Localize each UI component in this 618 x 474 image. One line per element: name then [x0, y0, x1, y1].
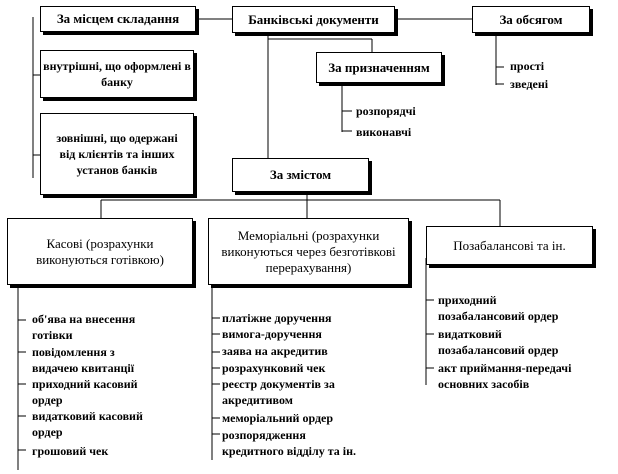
- external-label: зовнішні, що одержані від клієнтів та інших установ банків: [56, 131, 178, 177]
- purpose-item: виконавчі: [356, 125, 412, 139]
- memorial-item: реєстр документів за акредитивом: [222, 377, 335, 407]
- memorial-item: розпорядження кредитного відділу та ін.: [222, 428, 357, 458]
- bank-docs-label: Банківські документи: [248, 11, 379, 27]
- memorial-item: заява на акредитив: [222, 344, 328, 358]
- memorial-label: Меморіальні (розрахунки виконуються через безготівкові перерахування): [221, 227, 396, 275]
- cash-item: повідомлення з видачею квитанції: [32, 345, 135, 375]
- memorial-box: [208, 218, 409, 285]
- cash-box: [7, 218, 193, 285]
- volume-label: За обсягом: [499, 11, 563, 27]
- content-box: [232, 158, 369, 192]
- volume-item: прості: [510, 59, 545, 73]
- memorial-item: вимога-доручення: [222, 327, 322, 341]
- cash-item: приходний касовий ордер: [32, 377, 138, 407]
- external-box: [40, 113, 194, 195]
- cash-item: грошовий чек: [32, 444, 109, 458]
- memorial-item: розрахунковий чек: [222, 361, 326, 375]
- content-label: За змістом: [269, 167, 332, 182]
- volume-box: [472, 6, 590, 33]
- cash-item: об'ява на внесення готівки: [32, 312, 136, 342]
- internal-box: [40, 50, 194, 98]
- purpose-item: розпорядчі: [356, 104, 416, 118]
- place-label: За місцем складання: [56, 11, 180, 26]
- cash-label: Касові (розрахунки виконуються готівкою): [36, 235, 164, 267]
- memorial-item: платіжне доручення: [222, 311, 332, 325]
- bank-docs-box: [232, 6, 395, 33]
- purpose-box: [316, 52, 442, 83]
- off-balance-label: Позабалансові та ін.: [453, 237, 566, 253]
- purpose-label: За призначенням: [328, 59, 430, 75]
- internal-label: внутрішні, що оформлені в банку: [43, 59, 191, 89]
- cash-item: видатковий касовий ордер: [32, 409, 143, 439]
- off-balance-box: [426, 226, 593, 265]
- off-balance-item: акт приймання-передачі основних засобів: [438, 361, 572, 391]
- memorial-item: меморіальний ордер: [222, 411, 334, 425]
- off-balance-item: приходний позабалансовий ордер: [438, 293, 559, 323]
- off-balance-item: видатковий позабалансовий ордер: [438, 327, 559, 357]
- volume-item: зведені: [510, 77, 549, 91]
- place-box: [40, 6, 196, 32]
